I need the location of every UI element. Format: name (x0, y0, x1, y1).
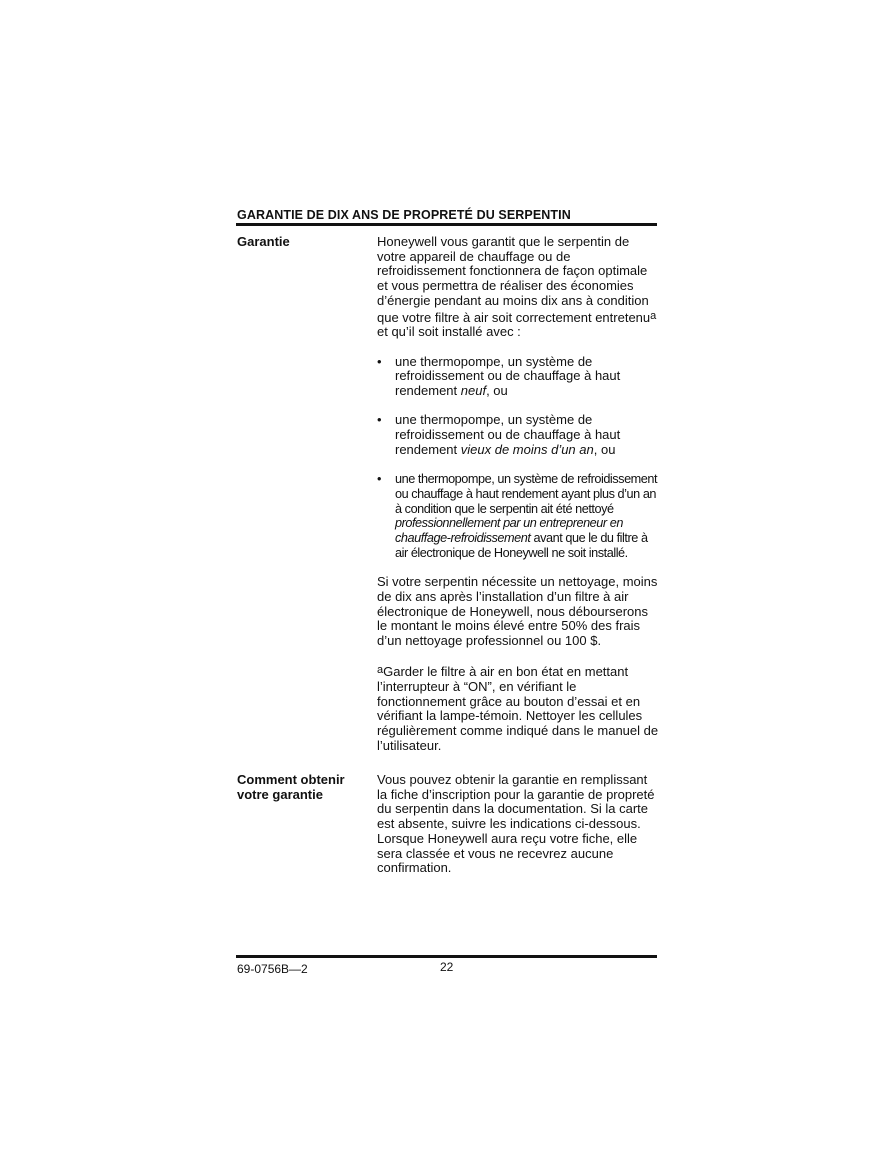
footnote-marker: a (650, 309, 657, 322)
page-number: 22 (440, 960, 454, 974)
title-divider (236, 223, 657, 226)
bullet-text: une thermopompe, un système de refroidissement ou de chauffage à haut rendement (395, 353, 621, 399)
bullet-text: une thermopompe, un système de refroidissement ou chauffage à haut rendement ayant plus d’un an à condition que le serpentin ait été nettoyé (395, 472, 658, 516)
warranty-intro-end: et qu’il soit installé avec : (377, 324, 521, 340)
bullet-emphasis: vieux de moins d’un an (460, 441, 594, 457)
obtain-label: Comment obtenir votre garantie (237, 772, 345, 802)
footer-divider (236, 955, 657, 958)
warranty-label: Garantie (237, 234, 290, 249)
bullet-dot: • (377, 412, 382, 428)
obtain-text: Vous pouvez obtenir la garantie en remplissant la fiche d’inscription pour la garantie de propreté du serpentin dans la documentation. Si la carte est absente, suivre les indications ci-dessous. Lorsque Honeywell aura reçu votre fiche, elle sera classée et vous ne recevrez aucune confirmation. (377, 772, 655, 876)
cleaning-paragraph: Si votre serpentin nécessite un nettoyage, moins de dix ans après l’installation d’un filtre à air électronique de Honeywell, nous débourserons le montant le moins élevé entre 50% des frais d’un nettoyage professionnel ou 100 $. (377, 574, 658, 648)
document-number: 69-0756B—2 (237, 962, 308, 976)
bullet-emphasis: neuf (460, 383, 487, 399)
warranty-body (377, 235, 659, 754)
bullet-list (377, 355, 659, 561)
bullet-item-under-one-year (377, 413, 659, 457)
footnote-text: Garder le filtre à air en bon état en mettant l’interrupteur à “ON”, en vérifiant le fonctionnement grâce au bouton d’essai et en vérifiant la lampe-témoin. Nettoyer les cellules régulièrement comme indiqué dans le manuel de l’utilisateur. (377, 664, 659, 753)
bullet-text-end: avant que le du filtre à air électronique de Honeywell ne soit installé. (395, 531, 648, 560)
footnote-marker: a (377, 664, 384, 677)
section-title: GARANTIE DE DIX ANS DE PROPRETÉ DU SERPENTIN (237, 208, 571, 222)
bullet-text: une thermopompe, un système de refroidissement ou de chauffage à haut rendement (395, 412, 621, 457)
bullet-dot: • (377, 353, 382, 369)
warranty-intro-main: Honeywell vous garantit que le serpentin de votre appareil de chauffage ou de refroidissement fonctionnera de façon optimale et vous permettra de réaliser des économies d’énergie pendant au moins dix ans à condition que votre filtre à air soit correctement entretenu (377, 234, 651, 325)
bullet-emphasis: professionnellement par un entrepreneur en chauffage-refroidissement (395, 516, 623, 546)
footnote (377, 663, 659, 753)
bullet-text-end: , ou (593, 441, 616, 457)
obtain-body (377, 773, 659, 876)
bullet-text-end: , ou (486, 383, 508, 399)
bullet-dot: • (377, 472, 381, 487)
warranty-intro (377, 235, 659, 340)
bullet-item-over-one-year (377, 472, 659, 560)
bullet-item-new (377, 355, 659, 399)
